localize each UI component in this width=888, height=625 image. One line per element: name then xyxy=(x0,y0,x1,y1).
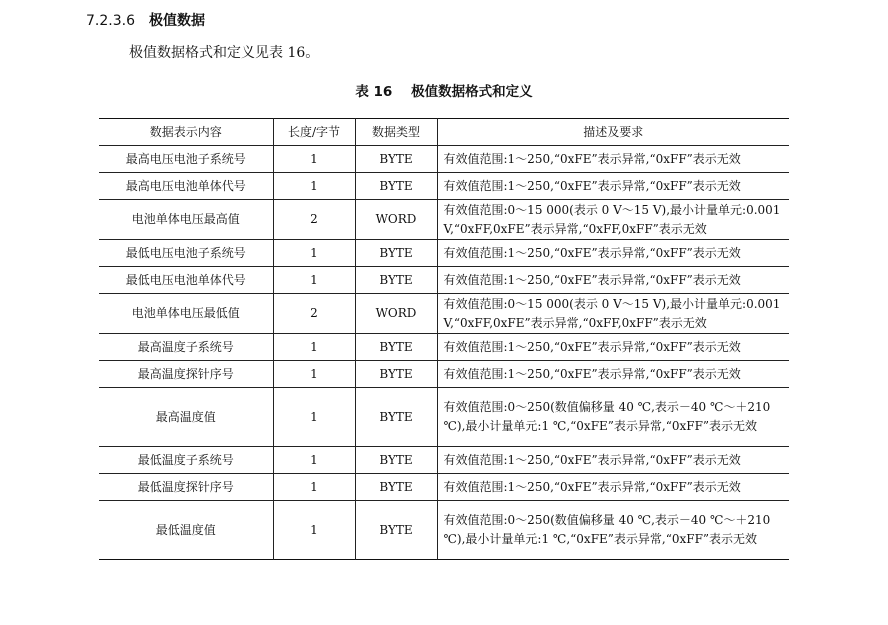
section-heading xyxy=(86,10,205,30)
column-header-length: 长度/字节 xyxy=(273,119,355,146)
table-row xyxy=(99,361,789,388)
cell-type: BYTE xyxy=(355,240,437,267)
cell-description: 有效值范围:0～15 000(表示 0 V～15 V),最小计量单元:0.001 V,“0xFF,0xFE”表示异常,“0xFF,0xFF”表示无效 xyxy=(437,294,789,334)
cell-type: WORD xyxy=(355,200,437,240)
cell-length: 1 xyxy=(273,240,355,267)
cell-description: 有效值范围:1～250,“0xFE”表示异常,“0xFF”表示无效 xyxy=(437,474,789,501)
table-row xyxy=(99,501,789,560)
cell-length: 2 xyxy=(273,294,355,334)
table-row xyxy=(99,173,789,200)
cell-content: 电池单体电压最低值 xyxy=(99,294,273,334)
cell-type: BYTE xyxy=(355,146,437,173)
section-title: 极值数据 xyxy=(148,13,205,29)
cell-length: 1 xyxy=(273,388,355,447)
table-row xyxy=(99,294,789,334)
cell-description: 有效值范围:0～250(数值偏移量 40 ℃,表示－40 ℃～＋210 ℃),最小计量单元:1 ℃,“0xFE”表示异常,“0xFF”表示无效 xyxy=(437,501,789,560)
table-header-row xyxy=(99,119,789,146)
cell-length: 1 xyxy=(273,173,355,200)
cell-content: 最高温度子系统号 xyxy=(99,334,273,361)
column-header-content: 数据表示内容 xyxy=(99,119,273,146)
table-caption: 表 16 极值数据格式和定义 xyxy=(355,84,533,100)
cell-length: 1 xyxy=(273,474,355,501)
cell-content: 最高电压电池单体代号 xyxy=(99,173,273,200)
cell-content: 最低温度探针序号 xyxy=(99,474,273,501)
cell-length: 1 xyxy=(273,447,355,474)
table-row xyxy=(99,267,789,294)
cell-type: BYTE xyxy=(355,388,437,447)
table-row xyxy=(99,474,789,501)
cell-type: BYTE xyxy=(355,173,437,200)
cell-description: 有效值范围:1～250,“0xFE”表示异常,“0xFF”表示无效 xyxy=(437,267,789,294)
column-header-type: 数据类型 xyxy=(355,119,437,146)
cell-length: 1 xyxy=(273,334,355,361)
cell-content: 最低温度值 xyxy=(99,501,273,560)
cell-length: 1 xyxy=(273,361,355,388)
cell-description: 有效值范围:1～250,“0xFE”表示异常,“0xFF”表示无效 xyxy=(437,334,789,361)
cell-length: 1 xyxy=(273,267,355,294)
cell-type: BYTE xyxy=(355,501,437,560)
cell-content: 最高温度值 xyxy=(99,388,273,447)
cell-content: 最低电压电池子系统号 xyxy=(99,240,273,267)
cell-length: 1 xyxy=(273,501,355,560)
cell-type: BYTE xyxy=(355,361,437,388)
cell-type: BYTE xyxy=(355,334,437,361)
table-row xyxy=(99,388,789,447)
cell-description: 有效值范围:0～250(数值偏移量 40 ℃,表示－40 ℃～＋210 ℃),最小计量单元:1 ℃,“0xFE”表示异常,“0xFF”表示无效 xyxy=(437,388,789,447)
cell-length: 1 xyxy=(273,146,355,173)
cell-content: 最高温度探针序号 xyxy=(99,361,273,388)
section-intro: 极值数据格式和定义见表 16。 xyxy=(129,45,320,61)
cell-content: 最低温度子系统号 xyxy=(99,447,273,474)
table-row xyxy=(99,240,789,267)
section-number: 7.2.3.6 xyxy=(86,13,135,29)
table-row xyxy=(99,447,789,474)
cell-description: 有效值范围:0～15 000(表示 0 V～15 V),最小计量单元:0.001 V,“0xFF,0xFE”表示异常,“0xFF,0xFF”表示无效 xyxy=(437,200,789,240)
cell-type: BYTE xyxy=(355,474,437,501)
cell-description: 有效值范围:1～250,“0xFE”表示异常,“0xFF”表示无效 xyxy=(437,240,789,267)
cell-content: 最低电压电池单体代号 xyxy=(99,267,273,294)
table-row xyxy=(99,146,789,173)
cell-type: BYTE xyxy=(355,447,437,474)
cell-content: 最高电压电池子系统号 xyxy=(99,146,273,173)
extreme-value-table xyxy=(99,118,789,560)
cell-length: 2 xyxy=(273,200,355,240)
cell-description: 有效值范围:1～250,“0xFE”表示异常,“0xFF”表示无效 xyxy=(437,173,789,200)
cell-description: 有效值范围:1～250,“0xFE”表示异常,“0xFF”表示无效 xyxy=(437,361,789,388)
cell-content: 电池单体电压最高值 xyxy=(99,200,273,240)
cell-description: 有效值范围:1～250,“0xFE”表示异常,“0xFF”表示无效 xyxy=(437,447,789,474)
table-row xyxy=(99,334,789,361)
column-header-description: 描述及要求 xyxy=(437,119,789,146)
cell-type: WORD xyxy=(355,294,437,334)
cell-description: 有效值范围:1～250,“0xFE”表示异常,“0xFF”表示无效 xyxy=(437,146,789,173)
table-row xyxy=(99,200,789,240)
cell-type: BYTE xyxy=(355,267,437,294)
